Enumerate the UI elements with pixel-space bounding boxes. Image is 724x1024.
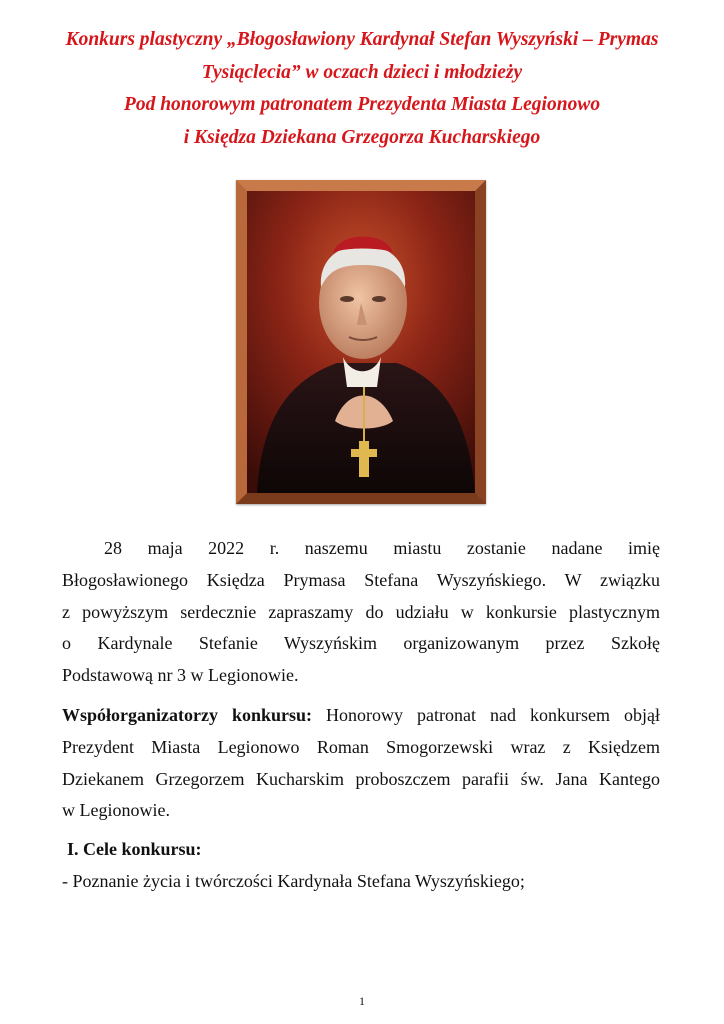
paragraph-line: z powyższym serdecznie zapraszamy do udziału w konkursie plastycznym: [62, 601, 660, 622]
section-heading: I. Cele konkursu:: [67, 839, 202, 859]
goals-section: [62, 834, 660, 898]
paragraph-line: [62, 700, 660, 732]
title-line: i Księdza Dziekana Grzegorza Kucharskiego: [183, 126, 541, 148]
coorganizers-label: Współorganizatorzy konkursu:: [62, 705, 313, 725]
page-number: 1: [359, 994, 365, 1008]
portrait-of-cardinal-image: [247, 191, 475, 493]
paragraph-line: o Kardynale Stefanie Wyszyńskim organizowanym przez Szkołę: [62, 633, 660, 654]
title-line: Tysiąclecia” w oczach dzieci i młodzieży: [201, 61, 523, 83]
document-title: [40, 24, 684, 154]
paragraph-line: 28 maja 2022 r. naszemu miastu zostanie nadane imię: [104, 538, 660, 558]
paragraph-line: Prezydent Miasta Legionowo Roman Smogorzewski wraz z Księdzem: [62, 736, 660, 757]
title-line: Pod honorowym patronatem Prezydenta Miasta Legionowo: [123, 94, 601, 115]
coorganizers-text: Honorowy patronat nad konkursem objął: [312, 705, 660, 725]
portrait-frame: [236, 180, 486, 504]
paragraph-line: Dziekanem Grzegorzem Kucharskim proboszczem parafii św. Jana Kantego: [62, 768, 660, 789]
paragraph-line: Podstawową nr 3 w Legionowie.: [62, 665, 299, 686]
coorganizers-paragraph: [62, 700, 660, 827]
paragraph-line: Błogosławionego Księdza Prymasa Stefana Wyszyńskiego. W związku: [62, 569, 660, 590]
title-line: Konkurs plastyczny „Błogosławiony Kardynał Stefan Wyszyński – Prymas: [65, 29, 659, 50]
list-item: - Poznanie życia i twórczości Kardynała Stefana Wyszyńskiego;: [62, 870, 525, 891]
paragraph-line: w Legionowie.: [62, 800, 170, 821]
intro-paragraph: [62, 533, 660, 692]
